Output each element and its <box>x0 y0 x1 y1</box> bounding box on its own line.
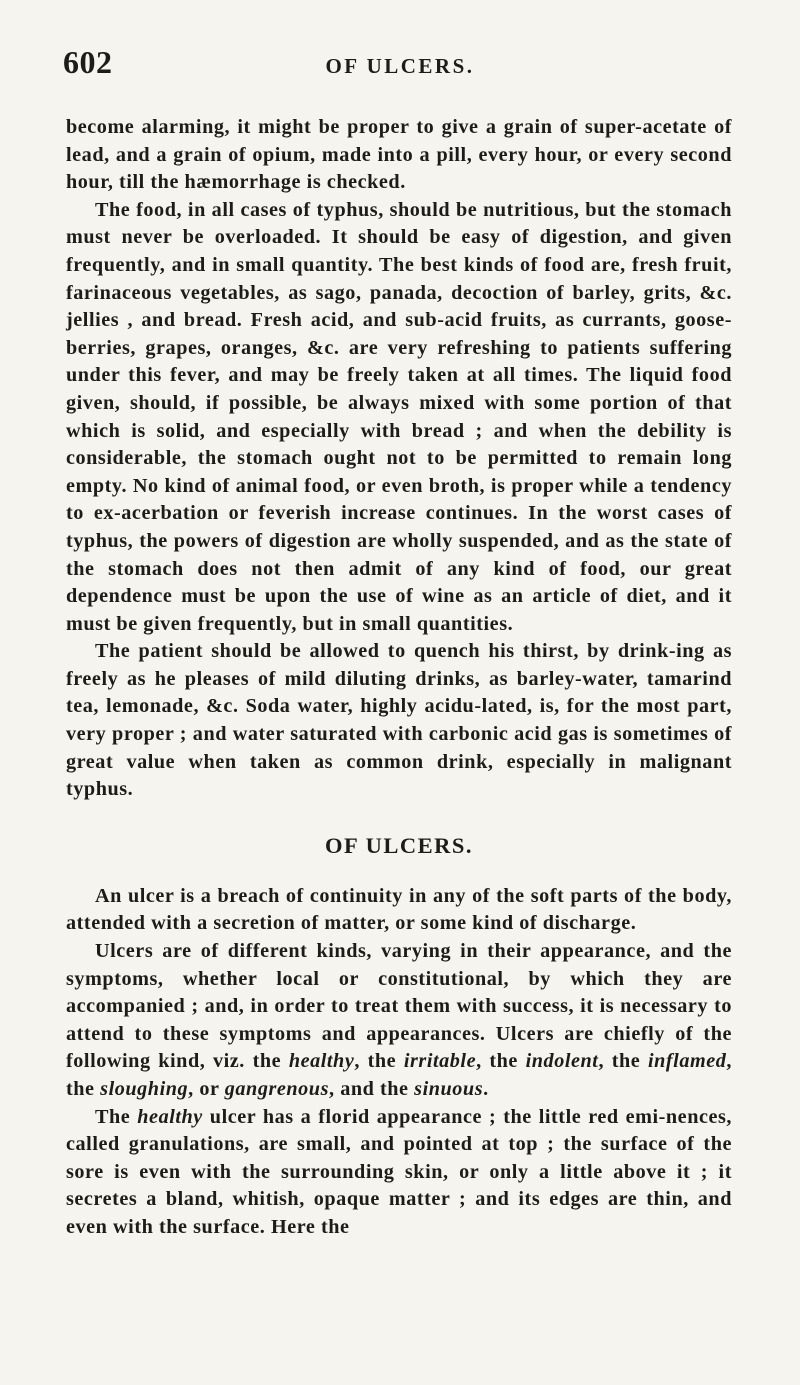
healthy-text: ulcer has a florid appearance ; the little red emi-nences, called granulations, are small, and pointed at top ; the surface of the sore is even with the surrounding skin, or only a little above it ; it secretes a bland, whitish, opaque matter ; and its edges are thin, and even with the surface. Here the <box>66 1105 732 1238</box>
paragraph-haemorrhage: become alarming, it might be proper to give a grain of super-acetate of lead, and a grain of opium, made into a pill, every hour, or every second hour, till the hæmorrhage is checked. <box>66 116 732 194</box>
term-indolent: indolent <box>525 1050 599 1073</box>
page-body <box>66 114 732 1242</box>
running-head: OF ULCERS. <box>325 54 475 78</box>
term-sinuous: sinuous <box>414 1078 484 1100</box>
separator: , the <box>66 1050 732 1100</box>
separator: , the <box>354 1050 397 1073</box>
separator: , the <box>598 1050 641 1073</box>
separator: , or <box>188 1078 220 1100</box>
paragraph-healthy-ulcer <box>66 1104 732 1242</box>
kinds-text: Ulcers are of different kinds, varying in their appearance, and the symptoms, whether local or constitutional, by which they are accompanied ; and, in order to treat them with success, it is necessary to attend to these symptoms and appearances. Ulcers are chiefly of the following kind, viz. the <box>66 940 732 1073</box>
term-irritable: irritable <box>403 1050 477 1073</box>
term-sloughing: sloughing <box>100 1078 189 1100</box>
separator: . <box>483 1078 489 1100</box>
paragraph-ulcer-definition: An ulcer is a breach of continuity in any of the soft parts of the body, attended with a secretion of matter, or some kind of discharge. <box>66 884 732 935</box>
paragraph-typhus-food: The food, in all cases of typhus, should be nutritious, but the stomach must never be overloaded. It should be easy of digestion, and given frequently, and in small quantity. The best kinds of food are, fresh fruit, farinaceous vegetables, as sago, panada, decoction of barley, grits, &c. jellies , and bread. Fresh acid, and sub-acid fruits, as currants, goose-berries, grapes, oranges, &c. are very refreshing to patients suffering under this fever, and may be freely taken at all times. The liquid food given, should, if possible, be always mixed with some portion of that which is solid, and especially with bread ; and when the debility is considerable, the stomach ought not to be permitted to remain long empty. No kind of animal food, or even broth, is proper while a tendency to ex-acerbation or feverish increase continues. In the worst cases of typhus, the powers of digestion are wholly suspended, and as the state of the stomach does not then admit of any kind of food, our great dependence must be upon the use of wine as an article of diet, and it must be given frequently, but in small quantities. <box>66 198 732 635</box>
term-healthy-ulcer: healthy <box>137 1105 203 1128</box>
term-gangrenous: gangrenous <box>224 1078 329 1100</box>
page-header <box>0 44 800 84</box>
paragraph-drinks: The patient should be allowed to quench his thirst, by drink-ing as freely as he pleases of mild diluting drinks, as barley-water, tamarind tea, lemonade, &c. Soda water, highly acidu-lated, is, for the most part, very proper ; and water saturated with carbonic acid gas is sometimes of great value when taken as common drink, especially in malignant typhus. <box>66 640 732 801</box>
paragraph-ulcer-kinds <box>66 938 732 1104</box>
term-inflamed: inflamed <box>647 1050 727 1073</box>
separator: , the <box>476 1050 518 1073</box>
term-healthy: healthy <box>288 1050 355 1073</box>
separator: , and the <box>329 1078 409 1100</box>
section-heading: OF ULCERS. <box>325 832 473 858</box>
healthy-lead: The <box>95 1105 131 1128</box>
page-number: 602 <box>63 44 113 80</box>
